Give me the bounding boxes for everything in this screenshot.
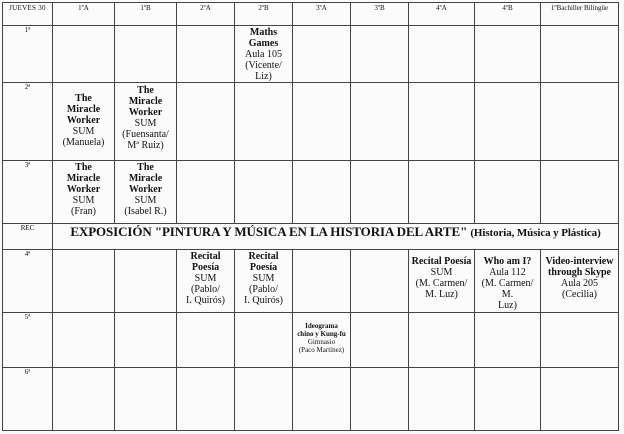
period-row-2 [3,83,619,161]
cell-r1-2b [235,26,293,83]
cell-r1-1a [53,26,115,83]
activity-room: Aula 112 [489,267,526,278]
cell-r6-bach [541,368,619,431]
cell-r2-4a [409,83,475,161]
cell-r3-1b [115,161,177,224]
cell-r5-2a [177,313,235,368]
activity-title: Miracle [66,104,101,115]
activity-title: The [137,85,154,96]
activity-teacher: (M. Carmen/ [415,278,468,289]
cell-r5-1a [53,313,115,368]
activity-title: Recital Poesía [411,256,472,267]
activity-title: through Skype [548,267,611,278]
cell-r3-bach [541,161,619,224]
activity-title: Maths [249,27,278,38]
cell-r4-1a [53,250,115,313]
cell-r2-3b [351,83,409,161]
cell-r6-2a [177,368,235,431]
activity-room: Aula 205 [561,278,598,289]
activity-title: Worker [66,115,101,126]
row-label-rec: REC [3,224,53,250]
exhibition-title: EXPOSICIÓN "PINTURA Y MÚSICA EN LA HISTORIA DEL ARTE" [70,224,468,239]
activity-room: SUM [194,273,217,284]
cell-r6-1b [115,368,177,431]
activity-miracle-worker [53,161,114,217]
activity-miracle-worker [53,83,114,148]
cell-r3-2b [235,161,293,224]
activity-teacher: (Pablo/ [191,284,220,295]
activity-ideograma [293,313,350,354]
activity-room: SUM [252,273,275,284]
column-header-2a: 2ºA [177,3,235,26]
cell-r1-1b [115,26,177,83]
activity-room: SUM [72,126,95,137]
cell-r1-4b [475,26,541,83]
cell-r5-1b [115,313,177,368]
period-row-1 [3,26,619,83]
exhibition-departments: (Historia, Música y Plástica) [470,227,601,239]
cell-r2-3a [293,83,351,161]
cell-r2-1b [115,83,177,161]
cell-r3-4b [475,161,541,224]
cell-r4-4a [409,250,475,313]
cell-r6-3b [351,368,409,431]
cell-r2-2a [177,83,235,161]
activity-teacher: (M. Carmen/ M. [481,278,534,300]
activity-room: SUM [430,267,453,278]
cell-r5-3a [293,313,351,368]
row-label-1: 1ª [3,26,53,83]
activity-room: Aula 105 [245,49,282,60]
cell-r5-4a [409,313,475,368]
cell-r5-3b [351,313,409,368]
activity-title: The [75,162,92,173]
column-header-3a: 3ºA [293,3,351,26]
column-header-1b: 1ºB [115,3,177,26]
column-header-bachiller: 1ºBachiller Bilingüe [541,3,619,26]
period-row-5 [3,313,619,368]
activity-title: Who am I? [483,256,532,267]
cell-r6-1a [53,368,115,431]
cell-r2-bach [541,83,619,161]
activity-teacher: I. Quirós) [244,295,283,306]
activity-room: Gimnasio [307,338,336,346]
cell-r4-3b [351,250,409,313]
cell-r3-3b [351,161,409,224]
activity-recital-poesia [409,250,474,300]
activity-title: chino y Kung-fu [297,330,346,338]
activity-teacher: (Fran) [71,206,96,217]
cell-r5-2b [235,313,293,368]
activity-teacher: Liz) [255,71,272,82]
exhibition-banner [53,224,619,250]
column-header-4b: 4ºB [475,3,541,26]
activity-miracle-worker [115,83,176,151]
cell-r4-2b [235,250,293,313]
row-label-2: 2ª [3,83,53,161]
activity-teacher: (Vicente/ [245,60,282,71]
activity-maths-games [235,26,292,82]
recess-row [3,224,619,250]
header-row [3,3,619,26]
activity-who-am-i [475,250,540,311]
activity-title: Poesía [191,262,220,273]
cell-r2-4b [475,83,541,161]
day-label: JUEVES 30 [3,3,53,26]
activity-room: SUM [134,195,157,206]
activity-title: Miracle [128,173,163,184]
activity-title: Recital [248,251,279,262]
activity-title: Recital [190,251,221,262]
cell-r4-2a [177,250,235,313]
cell-r4-1b [115,250,177,313]
activity-title: Worker [128,107,163,118]
activity-recital-poesia [177,250,234,306]
activity-title: Miracle [128,96,163,107]
activity-teacher: M. Luz) [425,289,458,300]
activity-title: The [75,93,92,104]
cell-r4-4b [475,250,541,313]
activity-teacher: I. Quirós) [186,295,225,306]
row-label-6: 6ª [3,368,53,431]
cell-r6-4b [475,368,541,431]
activity-teacher: (Cecilia) [562,289,597,300]
activity-room: SUM [134,118,157,129]
activity-teacher: (Manuela) [62,137,105,148]
cell-r1-3b [351,26,409,83]
cell-r6-3a [293,368,351,431]
cell-r3-3a [293,161,351,224]
cell-r3-2a [177,161,235,224]
activity-teacher: Mª Ruiz) [127,140,164,151]
cell-r2-2b [235,83,293,161]
period-row-4 [3,250,619,313]
row-label-5: 5ª [3,313,53,368]
activity-teacher: Luz) [498,300,517,311]
row-label-4: 4ª [3,250,53,313]
row-label-3: 3ª [3,161,53,224]
activity-teacher: (Pablo/ [249,284,278,295]
activity-miracle-worker [115,161,176,217]
cell-r1-3a [293,26,351,83]
cell-r5-4b [475,313,541,368]
activity-title: Worker [128,184,163,195]
activity-teacher: (Isabel R.) [124,206,167,217]
cell-r6-4a [409,368,475,431]
column-header-4a: 4ºA [409,3,475,26]
activity-title: Games [248,38,279,49]
period-row-6 [3,368,619,431]
cell-r3-4a [409,161,475,224]
activity-recital-poesia [235,250,292,306]
cell-r2-1a [53,83,115,161]
cell-r6-2b [235,368,293,431]
activity-title: Ideograma [305,322,338,330]
activity-title: Worker [66,184,101,195]
cell-r1-bach [541,26,619,83]
activity-title: Video-interview [545,256,614,267]
activity-video-interview [541,250,618,300]
cell-r3-1a [53,161,115,224]
activity-teacher: (Paco Martínez) [298,346,345,354]
activity-room: SUM [72,195,95,206]
column-header-3b: 3ºB [351,3,409,26]
activity-title: Poesía [249,262,278,273]
cell-r4-3a [293,250,351,313]
cell-r4-bach [541,250,619,313]
period-row-3 [3,161,619,224]
cell-r1-4a [409,26,475,83]
cell-r5-bach [541,313,619,368]
activity-title: The [137,162,154,173]
cell-r1-2a [177,26,235,83]
column-header-2b: 2ºB [235,3,293,26]
activity-title: Miracle [66,173,101,184]
schedule-table [2,2,619,431]
activity-teacher: (Fuensanta/ [122,129,169,140]
column-header-1a: 1ºA [53,3,115,26]
